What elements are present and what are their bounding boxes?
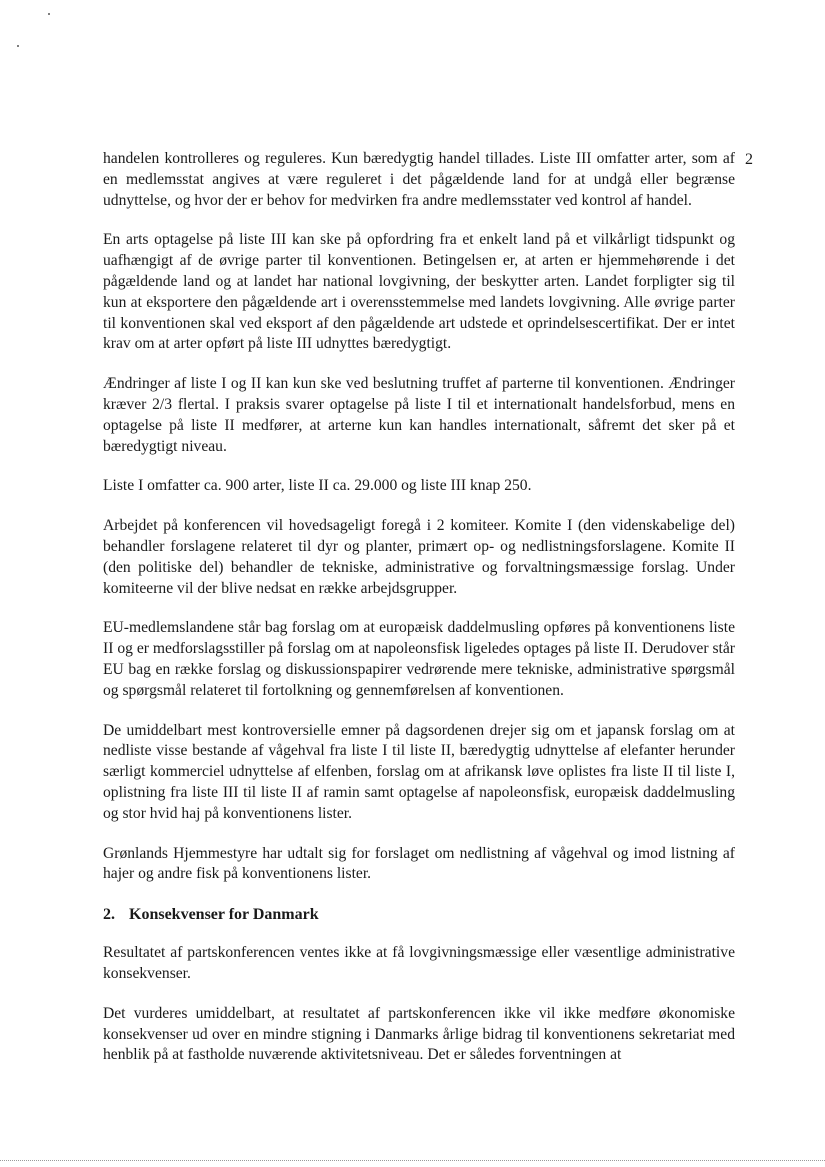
scan-speck <box>17 45 19 47</box>
scan-speck <box>48 13 50 15</box>
section-heading <box>103 904 735 925</box>
paragraph: Det vurderes umiddelbart, at resultatet af partskonferencen ikke vil ikke medføre økonomiske konsekvenser ud over en mindre stigning i Danmarks årlige bidrag til konventionens sekretariat med henblik på at fastholde nuværende aktivitetsniveau. Det er således forventningen at <box>103 1004 735 1064</box>
paragraph: Liste I omfatter ca. 900 arter, liste II ca. 29.000 og liste III knap 250. <box>103 477 532 495</box>
document-body <box>103 149 735 1085</box>
section-title: Konsekvenser for Danmark <box>129 906 319 924</box>
paragraph: Arbejdet på konferencen vil hovedsageligt foregå i 2 komiteer. Komite I (den videnskabelige del) behandler forslagene relateret til dyr og planter, primært op- og nedlistningsforslagene. Komite II (den politiske del) behandler de tekniske, administrative og forvaltningsmæssige forslag. Under komiteerne vil der blive nedsat en række arbejdsgrupper. <box>103 517 735 597</box>
paragraph: Grønlands Hjemmestyre har udtalt sig for forslaget om nedlistning af vågehval og imod listning af hajer og andre fisk på konventionens lister. <box>103 844 735 883</box>
paragraph: handelen kontrolleres og reguleres. Kun bæredygtig handel tillades. Liste III omfatter arter, som af en medlemsstat angives at være reguleret i det pågældende land for at undgå eller begrænse udnyttelse, og hvor der er behov for medvirken fra andre medlemsstater ved kontrol af handel. <box>103 150 735 209</box>
page-edge-rule <box>0 1160 825 1161</box>
paragraph: EU-medlemslandene står bag forslag om at europæisk daddelmusling opføres på konventionens liste II og er medforslagsstiller på forslag om at napoleonsfisk ligeledes optages på liste II. Derudover står EU bag en række forslag og diskussionspapirer vedrørende mere tekniske, administrative spørgsmål og spørgsmål relateret til fortolkning og gennemførelsen af konventionen. <box>103 619 735 699</box>
section-number: 2. <box>103 906 115 924</box>
paragraph: Resultatet af partskonferencen ventes ikke at få lovgivningsmæssige eller væsentlige administrative konsekvenser. <box>103 944 735 982</box>
paragraph: Ændringer af liste I og II kan kun ske ved beslutning truffet af parterne til konventionen. Ændringer kræver 2/3 flertal. I praksis svarer optagelse på liste I til et internationalt handelsforbud, mens en optagelse på liste II medfører, at arterne kun kan handles internationalt, såfremt det sker på et bæredygtigt niveau. <box>103 375 735 455</box>
paragraph: De umiddelbart mest kontroversielle emner på dagsordenen drejer sig om et japansk forslag om at nedliste visse bestande af vågehval fra liste I til liste II, bæredygtig udnyttelse af elefanter herunder særligt kommerciel udnyttelse af elfenben, forslag om at afrikansk løve oplistes fra liste II til liste I, oplistning fra liste III til liste II af ramin samt optagelse af napoleonsfisk, europæisk daddelmusling og stor hvid haj på konventionens lister. <box>103 721 735 822</box>
paragraph: En arts optagelse på liste III kan ske på opfordring fra et enkelt land på et vilkårligt tidspunkt og uafhængigt af de øvrige parter til konventionen. Betingelsen er, at arten er hjemmehørende i det pågældende land og at landet har national lovgivning, der beskytter arten. Landet forpligter sig til kun at eksportere den pågældende art i overensstemmelse med landets lovgivning. Alle øvrige parter til konventionen skal ved eksport af den pågældende art udstede et oprindelsescertifikat. Der er intet krav om at arter opført på liste III udnyttes bæredygtigt. <box>103 231 735 353</box>
page-number: 2 <box>745 151 753 168</box>
